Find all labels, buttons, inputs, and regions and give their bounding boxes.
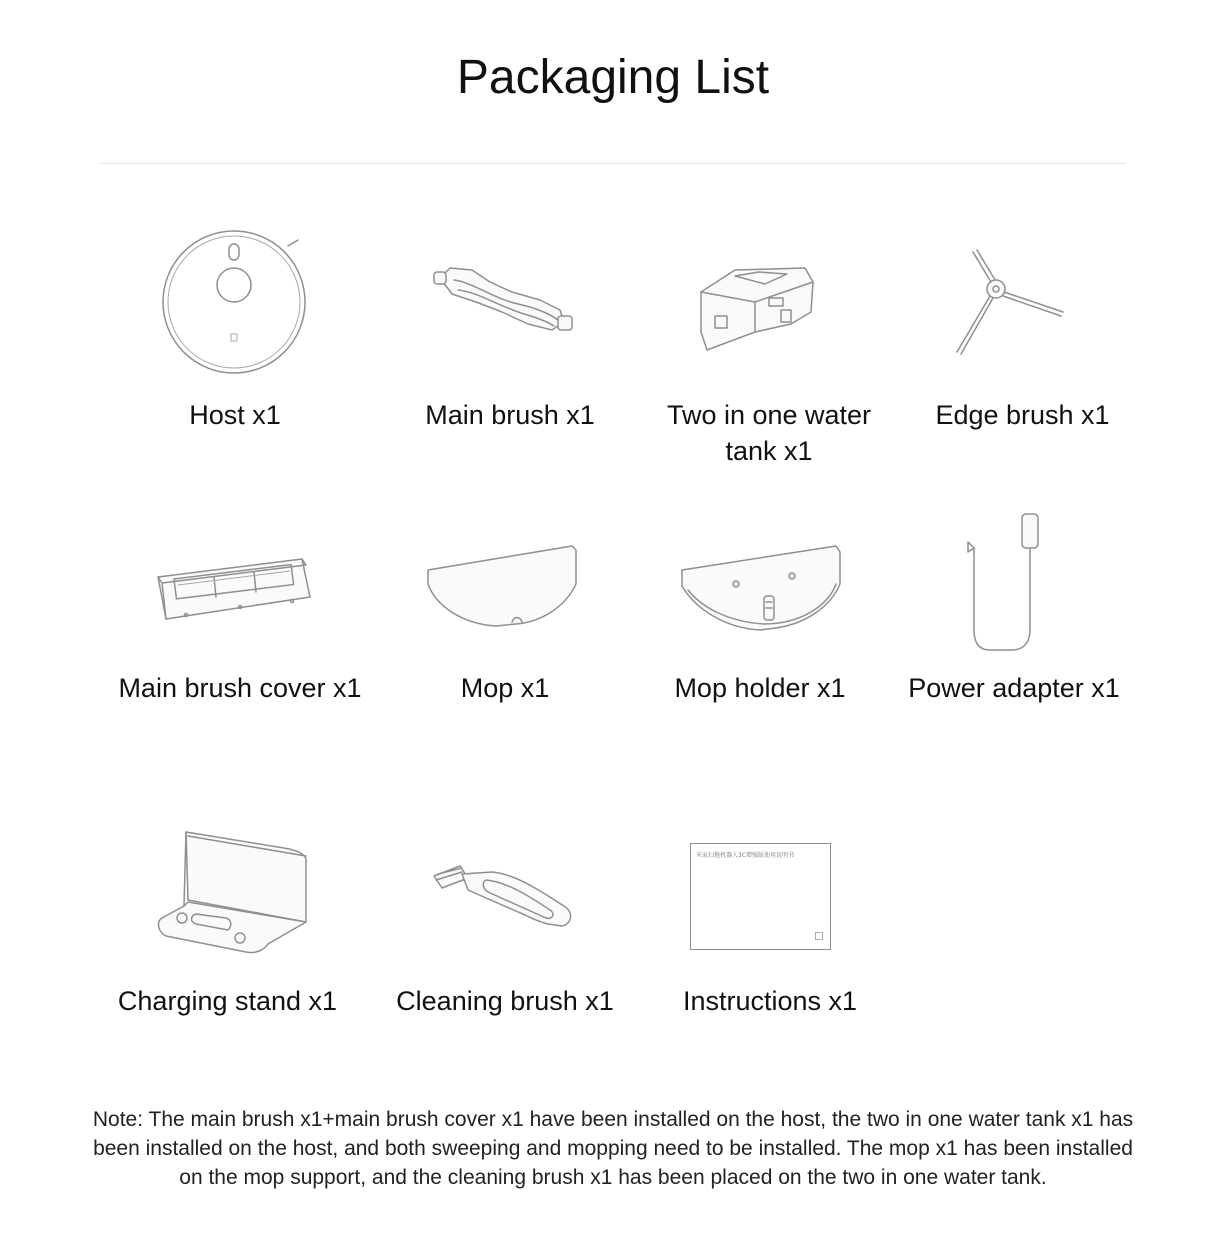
item-label: Edge brush x1 [935, 400, 1110, 430]
item-label: Mop holder x1 [674, 673, 846, 703]
installation-note: Note: The main brush x1+main brush cover x1 have been installed on the host, the two in one water tank x1 has been installed on the host, and both sweeping and mopping need to be installed. The mop x1 has been installed on the mop support, and the cleaning brush x1 has been placed on the two in one water tank. [92, 1108, 1134, 1189]
mop-holder-icon [680, 544, 842, 632]
item-label: Charging stand x1 [117, 986, 338, 1016]
item-label: Instructions x1 [682, 986, 858, 1016]
item-label: Host x1 [189, 400, 281, 430]
robot-vacuum-icon [160, 230, 310, 375]
item-label: Cleaning brush x1 [396, 986, 614, 1016]
item-label: Main brush cover x1 [118, 673, 362, 703]
item-label: Main brush x1 [425, 400, 595, 430]
instructions-header: 米家扫拖机器人3C增强版使用说明书 [696, 852, 795, 859]
water-tank-icon [695, 262, 820, 354]
title-divider [100, 163, 1126, 164]
item-label: Two in one water tank x1 [666, 400, 872, 466]
item-label: Mop x1 [460, 673, 550, 703]
main-brush-icon [432, 262, 582, 342]
cleaning-brush-icon [432, 864, 577, 930]
item-label: Power adapter x1 [908, 673, 1120, 703]
instructions-icon [690, 843, 831, 950]
power-adapter-icon [960, 512, 1042, 654]
page-title: Packaging List [456, 51, 770, 104]
mop-icon [426, 544, 581, 628]
brush-cover-icon [156, 555, 316, 625]
charging-stand-icon [156, 826, 311, 954]
edge-brush-icon [955, 248, 1070, 358]
mi-logo-icon [815, 932, 823, 940]
